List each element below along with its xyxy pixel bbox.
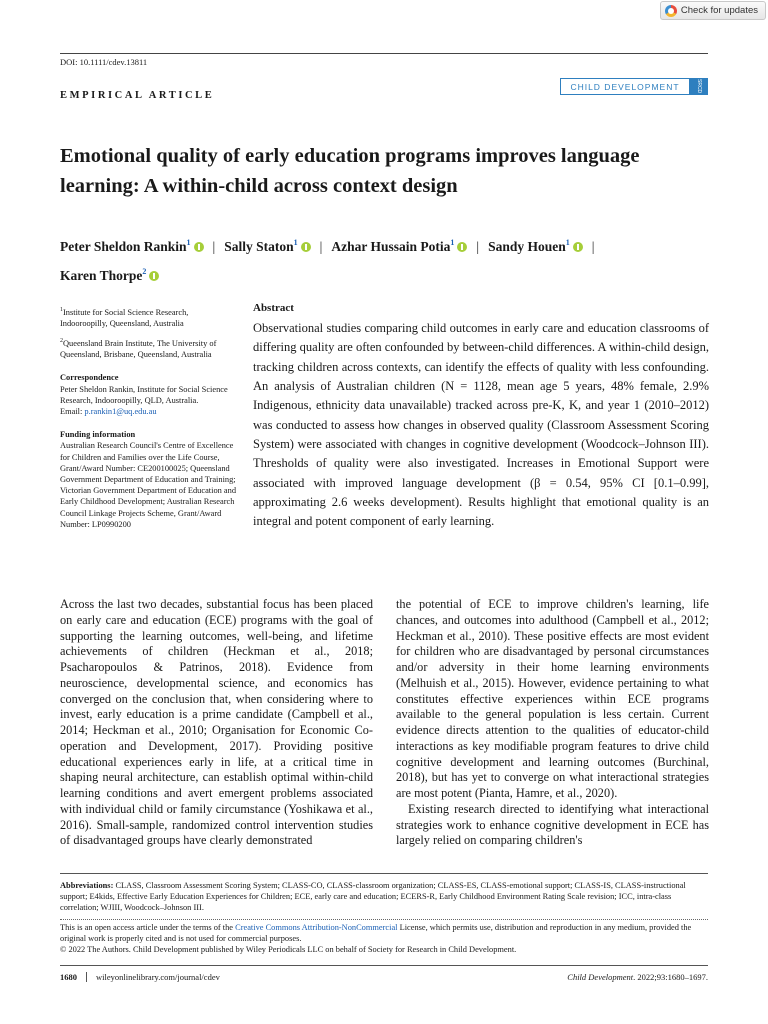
funding-text: Australian Research Council's Centre of Excellence for Children and Families over the Life Course, Grant/Award Number: CE200100025; Queensland Government Department of Education and Training; Victorian Government Department of Education and Early Childhood Development; Australian Research Council Linkage Projects Scheme, Grant/Award Number: LP0990200 bbox=[60, 441, 237, 529]
footer-rule bbox=[60, 965, 708, 966]
affiliation: $^1$Institute for Social Science Research, Indooroopilly, Queensland, Australia bbox=[60, 307, 189, 328]
journal-logo-name: CHILD DEVELOPMENT bbox=[561, 79, 690, 94]
orcid-icon[interactable] bbox=[149, 271, 159, 281]
author-name[interactable]: Sally Staton$^1$ bbox=[224, 239, 310, 254]
abbreviations-label: Abbreviations: bbox=[60, 881, 114, 890]
orcid-icon[interactable] bbox=[457, 242, 467, 252]
side-info bbox=[60, 305, 238, 530]
crossmark-icon bbox=[665, 5, 677, 17]
cc-license-link[interactable]: Creative Commons Attribution-NonCommercial bbox=[235, 923, 398, 932]
body-paragraph: the potential of ECE to improve children's learning, life chances, and outcomes into adulthood (Campbell et al., 2012; Heckman et al., 2010). These positive effects are most evident for children who are disadvantaged by personal circumstances and/or adversity in their home learning environments (Melhuish et al., 2015). However, evidence pertaining to what constitutes effective experiences within ECE programs available to the general population is less certain. Current evidence directs attention to the qualities of educator-child interactions as key modifiable program features to drive child cognitive development and learning outcomes (Burchinal, 2018), but has yet to converge on what interactional strategies are most potent (Pianta, Hamre, et al., 2020). bbox=[396, 597, 709, 800]
author-name[interactable]: Peter Sheldon Rankin$^1$ bbox=[60, 239, 204, 254]
abstract-text: Observational studies comparing child outcomes in early care and education classrooms of differing quality are often confounded by between-child differences. A within-child design, tracking children across contexts, can identify the effects of quality with less confounding. An analysis of Australian children (N = 1128, mean age 5 years, 48% female, 2.9% Indigenous, ethnicity data unavailable) tracked across pre-K, K, and year 1 (2010–2012) was conducted to assess how changes in observed quality (Classroom Assessment Scoring System) were associated with changes in cognitive development (Woodcock–Johnson III). Thresholds of quality were also investigated. Increases in Emotional Support were associated with improved language development (β = 0.54, 95% CI [0.1–0.99], approximating 2.6 weeks development). Results highlight that emotional quality is an integral and potent component of early learning. bbox=[253, 321, 709, 529]
author-separator: | bbox=[591, 239, 595, 254]
abbreviations-text: CLASS, Classroom Assessment Scoring System; CLASS-CO, CLASS-classroom organization; CLASS-ES, CLASS-emotional support; CLASS-IS, CLASS-instructional support; E4kids, Effective Early Education Experiences for Children; ECE, early care and education; ECERS-R, Early Childhood Environment Rating Scale revision; ICC, intra-class correlation; WJIII, Woodcock–Johnson III. bbox=[60, 881, 686, 912]
author-name[interactable]: Karen Thorpe$^2$ bbox=[60, 268, 159, 283]
srcd-logo: SRCD bbox=[690, 79, 707, 94]
author-separator: | bbox=[319, 239, 323, 254]
copyright: © 2022 The Authors. Child Development published by Wiley Periodicals LLC on behalf of Society for Research in Child Development. bbox=[60, 945, 517, 955]
check-for-updates-label: Check for updates bbox=[680, 5, 758, 16]
orcid-icon[interactable] bbox=[194, 242, 204, 252]
abstract bbox=[253, 302, 709, 532]
abstract-heading: Abstract bbox=[253, 302, 294, 314]
author-separator: | bbox=[476, 239, 480, 254]
email-label: Email: bbox=[60, 407, 85, 417]
body-paragraph: Existing research directed to identifying what interactional strategies work to enhance cognitive development in ECE has largely relied on comparing children's bbox=[396, 801, 709, 848]
body-column-left bbox=[60, 597, 373, 849]
page-footer bbox=[60, 972, 708, 982]
author-list bbox=[60, 230, 708, 288]
article-type: EMPIRICAL ARTICLE bbox=[60, 90, 215, 101]
email-link[interactable]: p.rankin1@uq.edu.au bbox=[84, 407, 157, 417]
orcid-icon[interactable] bbox=[573, 242, 583, 252]
journal-logo bbox=[560, 78, 708, 95]
correspondence-text: Peter Sheldon Rankin, Institute for Social Science Research, Indooroopilly, QLD, Australia. bbox=[60, 384, 228, 405]
abbreviations bbox=[60, 880, 708, 913]
citation: Child Development. 2022;93:1680–1697. bbox=[567, 972, 708, 982]
abbreviations-rule bbox=[60, 873, 708, 874]
orcid-icon[interactable] bbox=[301, 242, 311, 252]
top-rule bbox=[60, 53, 708, 54]
body-paragraph: Across the last two decades, substantial focus has been placed on early care and education (ECE) programs with the goal of supporting the learning outcomes, well-being, and lifetime achievements of children (Heckman et al., 2018; Psacharopoulos & Patrinos, 2018). Evidence from neuroscience, developmental science, and economics has converged on the conclusion that, when considering where to invest, early education is a prime candidate (Campbell et al., 2014; Heckman et al., 2010; Organisation for Economic Co-operation and Development, 2017). Providing positive educational experiences early in life, at a critical time in shaping neural architecture, can establish optimal within-child learning conditions and avert emergent problems associated with individual child or family circumstance (Yoshikawa et al., 2016). Small-sample, randomized control intervention studies of disadvantaged groups have clearly demonstrated bbox=[60, 597, 373, 848]
correspondence-heading: Correspondence bbox=[60, 373, 119, 383]
check-for-updates-button[interactable] bbox=[660, 1, 766, 20]
funding bbox=[60, 429, 238, 530]
affiliation: $^2$Queensland Brain Institute, The University of Queensland, Brisbane, Queensland, Australia bbox=[60, 338, 217, 360]
author-separator: | bbox=[212, 239, 216, 254]
body-column-right bbox=[396, 597, 709, 849]
license: This is an open access article under the terms of the Creative Commons Attribution-NonCommercial License, which permits use, distribution and reproduction in any medium, provided the original work is properly cited and is not used for commercial purposes. © 2022 The Authors. Child Development published by Wiley Periodicals LLC on behalf of Society for Research in Child Development. bbox=[60, 922, 708, 956]
author-name[interactable]: Azhar Hussain Potia$^1$ bbox=[331, 239, 467, 254]
article-title: Emotional quality of early education programs improves language learning: A within-child across context design bbox=[60, 145, 640, 197]
dotted-divider bbox=[60, 919, 708, 920]
doi: DOI: 10.1111/cdev.13811 bbox=[60, 57, 148, 67]
funding-heading: Funding information bbox=[60, 430, 136, 440]
page-number: 1680 bbox=[60, 972, 87, 982]
correspondence bbox=[60, 372, 238, 417]
author-name[interactable]: Sandy Houen$^1$ bbox=[488, 239, 583, 254]
journal-url[interactable]: wileyonlinelibrary.com/journal/cdev bbox=[96, 972, 220, 982]
